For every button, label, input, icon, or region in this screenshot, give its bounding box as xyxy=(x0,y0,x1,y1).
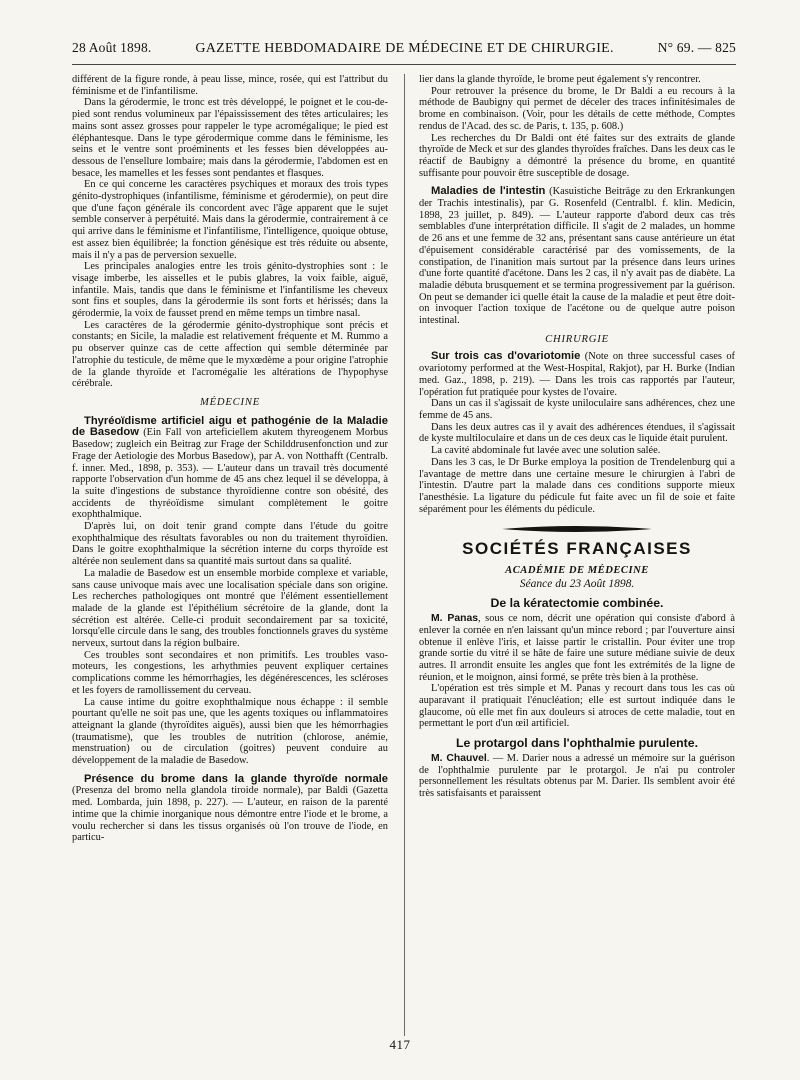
article-title: Présence du brome dans la glande thyroïde normale xyxy=(84,772,388,785)
article-title: Maladies de l'intestin xyxy=(431,185,546,198)
paragraph: Dans la gérodermie, le tronc est très développé, le poignet et le cou-de-pied sont rendus volumineux par l'épaississement des têtes articulaires; les mains sont assez grosses pour rappeler le type acromégalique; le pied est éléphantesque. Dans le type gérodermique comme dans le féminisme, les seins et le ventre sont proéminents et les fesses bien développées au-dessous de l'ensellure lombaire; mais dans la gérodermie, l'abdomen est en besace, les mamelles et les fesses sont pendantes et flasques. xyxy=(72,97,388,179)
paragraph: La cause intime du goitre exophthalmique nous échappe : il semble pourtant qu'elle ne soit pas une, que les agents toxiques ou inflammatoires atteignant la glande (thyroïdites aiguës), aussi bien que les hémorrhagies (traumatisme), que les troubles de nutrition (chlorose, anémie, menstruation) ou de circulation (goitres) peuvent conduire au développement de la maladie de Basedow. xyxy=(72,696,388,767)
header-date: 28 Août 1898. xyxy=(72,40,152,55)
article-brome xyxy=(72,774,388,844)
article-intro: (Ein Fall von arteficiellem akutem thyreogenem Morbus Basedow; zugleich ein Beitrag zur Frage der Schilddrusenfonction und zur Frage der Aetiologie des Morbus Basedow), par A. von Notthafft (Centralb. f. inner. Med., 1898, p. 353). — L'auteur dans un travail très documenté rapporte l'observation d'un homme de 45 ans chez lequel il se développa, à la suite d'ingestions de substance thyroïdienne contre son obésité, des accidents de thyréoïdisme simulant complètement le goitre exophthalmique. xyxy=(72,427,388,521)
paragraph: Pour retrouver la présence du brome, le Dr Baldi a eu recours à la méthode de Baubigny qui permet de déceler des traces infinitésimales de brome en combinaison. (Voir, pour les détails de cette méthode, Comptes rendus de l'Acad. des sc. de Paris, t. 135, p. 608.) xyxy=(419,85,735,132)
ornament-icon xyxy=(502,525,652,533)
subheading-protargol: Le protargol dans l'ophthalmie purulente. xyxy=(455,736,699,751)
paragraph: Les recherches du Dr Baldi ont été faites sur des extraits de glande thyroïde de Meck et sur des glandes thyroïdes fraîches. Dans les deux cas le réactif de Baubigny a démontré la présence du brome, en quantité suffisante pour pouvoir être susceptible de dosage. xyxy=(419,132,735,179)
paragraph: Ces troubles sont secondaires et non primitifs. Les troubles vaso-moteurs, les congestions, les arhythmies peuvent expliquer certaines complications comme les hémorrhagies, les dégénérescences, les scléroses et les foyers de ramollissement du cerveau. xyxy=(72,649,388,696)
speaker-text: . — M. Darier nous a adressé un mémoire sur la guérison de l'ophthalmie purulente par le protargol. Je n'ai pu controler personnellement les résultats obtenus par M. Darier. Ils semblent avoir été très satisfaisants et paraissent xyxy=(419,752,735,799)
paragraph: Les caractères de la gérodermie génito-dystrophique sont précis et constants; en Sicile, la maladie est relativement fréquente et M. Rummo a pu observer quinze cas de cette affection qui semble déterminée par l'atrophie du testicule, de même que le myxœdème a pour origine l'atrophie de la glande thyroïde et l'acromégalie les altérations de l'hypophyse cérébrale. xyxy=(72,319,388,390)
paragraph: lier dans la glande thyroïde, le brome peut également s'y rencontrer. xyxy=(419,74,701,85)
speaker-text: , sous ce nom, décrit une opération qui consiste d'abord à enlever la cornée en n'en laissant qu'un mince rebord ; par l'ouverture ainsi obtenue il enlève l'iris, et laisse partir le cristallin. Pour éviter une trop grande sortie du vitré il se hâte de faire une suture médiane suivie de deux autres. Il arrondit ensuite les angles que font les extrémités de la ligne de réunion, et le moignon, ainsi formé, se prête très bien à la prothèse. xyxy=(419,613,735,683)
header-rule xyxy=(72,64,736,65)
paragraph: Dans les 3 cas, le Dr Burke employa la position de Trendelenburg qui a l'avantage de mettre dans une certaine mesure le chirurgien à l'abri de l'intestin. D'autre part la malade dans ces conditions supporte mieux l'anesthésie. La ligature du pédicule fut faite avec un fil de soie et faite séparément pour les éléments du pédicule. xyxy=(419,456,735,515)
speaker-name: M. Panas xyxy=(431,613,479,625)
article-title: Thyréoïdisme artificiel aigu et pathogénie de la Maladie de Basedow xyxy=(72,414,388,439)
running-header xyxy=(72,40,736,62)
speaker-name: M. Chauvel xyxy=(431,752,487,764)
subheading-keratectomie: De la kératectomie combinée. xyxy=(490,596,664,611)
right-column xyxy=(419,74,735,1042)
article-title: Sur trois cas d'ovariotomie xyxy=(431,350,581,363)
article-thyreoidisme xyxy=(72,416,388,767)
article-intro: (Note on three successful cases of ovariotomy performed at the West-Hospital, Rakjot), par H. Burke (Indian med. Gaz., 1898, p. 219). — Dans les trois cas rapportés par l'auteur, l'opération fut pratiquée pour kystes de l'ovaire. xyxy=(419,351,735,398)
section-heading-medecine: MÉDECINE xyxy=(200,396,260,408)
session-date: Séance du 23 Août 1898. xyxy=(519,577,635,590)
paragraph: Dans les deux autres cas il y avait des adhérences étendues, il s'agissait de kyste multiloculaire et dans un de ces deux cas le liquide était purulent. xyxy=(419,421,735,445)
paragraph: D'après lui, on doit tenir grand compte dans l'étude du goitre exophthalmique des résultats favorables ou non du traitement thyroïdien. Dans le goitre exophthalmique la sécrétion interne du corps thyroïde est altérée non seulement dans sa quantité mais surtout dans sa qualité. xyxy=(72,521,388,568)
societes-heading: SOCIÉTÉS FRANÇAISES xyxy=(462,539,692,559)
article-ovariotomie xyxy=(419,351,735,515)
journal-title: GAZETTE HEBDOMADAIRE DE MÉDECINE ET DE CHIRURGIE. xyxy=(195,41,614,56)
paragraph: différent de la figure ronde, à peau lisse, mince, rosée, qui est l'attribut du féminisme et de l'infantilisme. xyxy=(72,74,388,97)
paragraph: Les principales analogies entre les trois génito-dystrophies sont : le visage imberbe, les aisselles et le pubis glabres, la voix faible, aiguë, infantile. Mais, tandis que dans le féminisme et l'infantilisme les cheveux sont fins et souples, dans la gérodermie ils sont forts et hérissés; dans la gérodermie, la voix de fausset prend en même temps un timbre nasal. xyxy=(72,261,388,320)
ornamental-rule xyxy=(419,525,735,533)
paragraph: En ce qui concerne les caractères psychiques et moraux des trois types génito-dystrophiques (infantilisme, féminisme et gérodermie), on peut dire que d'une façon générale ils concordent avec l'âge apparent que le sujet semble conserver à perpétuité. Mais dans la gérodermie, contrairement à ce qui arrive dans le féminisme et l'infantilisme, l'intelligence, quoique obtuse, est assez bien équilibrée; la fonction génésique est très réduite ou absente, mais il n'y a pas de perversion sexuelle. xyxy=(72,179,388,261)
article-intro: (Kasuistiche Beiträge zu den Erkrankungen der Trachis intestinalis), par G. Rosenfeld (Centralbl. f. klin. Medicin, 1898, 23 juillet, p. 849). — L'auteur rapporte d'abord deux cas très semblables d'une interprétation difficile. Il s'agit de 2 malades, un homme de 26 ans et une femme de 32 ans, présentant sans cause antérieure un état d'épuisement considérable caractérisé par des vomissements, de la constipation, de l'inanition mais surtout par la présence dans leurs urines d'une forte quantité d'acétone. Dans les 2 cas, il n'y avait pas de diabète. La maladie débuta brusquement et se termina progressivement par la guérison. On peut se demander ici quelle était la cause de la maladie et peut être doit-on invoquer l'action toxique de l'acétone ou de quelque autre poison intestinal. xyxy=(419,186,735,327)
article-intestin xyxy=(419,186,735,326)
paragraph: Dans un cas il s'agissait de kyste uniloculaire sans adhérences, chez une femme de 45 ans. xyxy=(419,398,735,421)
issue-page-number: N° 69. — 825 xyxy=(657,40,736,55)
academy-heading: ACADÉMIE DE MÉDECINE xyxy=(505,565,649,577)
paragraph: La cavité abdominale fut lavée avec une solution salée. xyxy=(431,445,661,457)
column-divider xyxy=(404,74,405,1036)
article-intro: (Presenza del bromo nella glandola tiroide normale), par Baldi (Gazetta med. Lombarda, juin 1898, p. 227). — L'auteur, en raison de la parenté intime que la chimie inorganique nous démontre entre l'iode et le brome, a voulu rechercher si dans les tissus organisés où l'on trouve de l'iode, en particu- xyxy=(72,785,388,844)
paragraph: L'opération est très simple et M. Panas y recourt dans tous les cas où auparavant il pratiquait l'énucléation; elle est surtout indiquée dans le glaucome, où elle met fin aux douleurs si atroces de cette maladie, tout en permettant le port d'un œil artificiel. xyxy=(419,683,735,730)
paragraph: La maladie de Basedow est un ensemble morbide complexe et variable, sans cause univoque mais avec une localisation spéciale dans son origine. Les recherches pathologiques ont montré que l'élément essentiellement malade de la glande est l'épithélium sécrétoire de la glande, dont la sécrétion est altérée. Celle-ci produit secondairement par sa toxicité, lorsqu'elle circule dans le sang, des troubles fonctionnels graves du système nerveux, surtout dans la région bulbaire. xyxy=(72,567,388,650)
page-folio: 417 xyxy=(389,1037,411,1052)
left-column xyxy=(72,74,388,1042)
section-heading-chirurgie: CHIRURGIE xyxy=(545,333,609,345)
